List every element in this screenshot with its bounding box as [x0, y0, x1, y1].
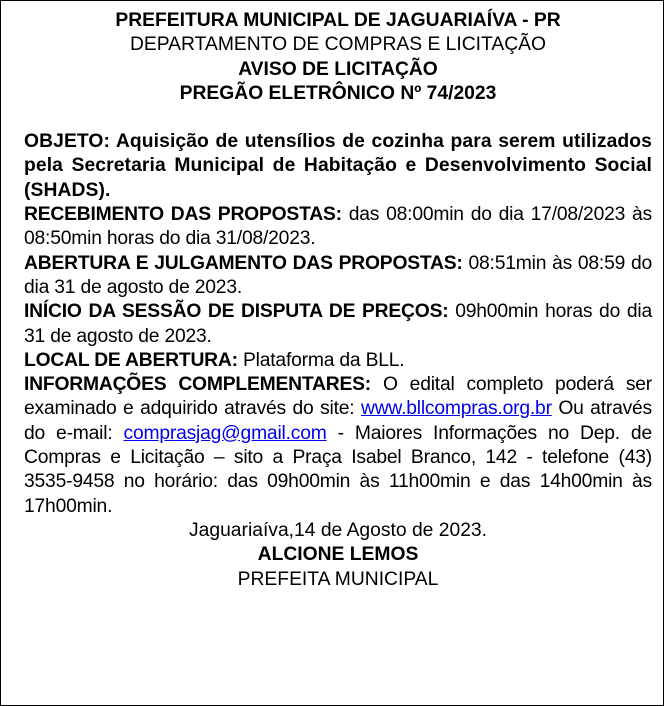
process-number: PREGÃO ELETRÔNICO Nº 74/2023 [179, 82, 497, 104]
signer-name: ALCIONE LEMOS [257, 544, 419, 566]
local-paragraph [24, 349, 652, 373]
recebimento-label: RECEBIMENTO DAS PROPOSTAS: [24, 204, 342, 226]
inicio-label: INÍCIO DA SESSÃO DE DISPUTA DE PREÇOS: [24, 301, 449, 323]
recebimento-text: das 08:00min do dia 17/08/2023 às 08:50min horas do dia 31/08/2023. [24, 204, 652, 250]
objeto-paragraph: OBJETO: Aquisição de utensílios de cozinha para serem utilizados pela Secretaria Municipal de Habitação e Desenvolvimento Social (SHADS). [24, 131, 652, 201]
recebimento-paragraph [24, 203, 652, 252]
place-date: Jaguariaíva,14 de Agosto de 2023. [188, 519, 488, 541]
abertura-text: 08:51min às 08:59 do dia 31 de agosto de 2023. [24, 252, 652, 298]
inicio-paragraph [24, 300, 652, 349]
email-link[interactable]: comprasjag@gmail.com [123, 422, 327, 444]
informacoes-text-3: - Maiores Informações no Dep. de Compras e Licitação – sito a Praça Isabel Branco, 142 - telefone (43) 3535-9458 no horário: das 09h00min às 11h00min e das 14h00min às 17h00min. [24, 422, 652, 517]
abertura-paragraph [24, 252, 652, 301]
informacoes-text-2: Ou através do e-mail: [24, 398, 652, 444]
informacoes-label: INFORMAÇÕES COMPLEMENTARES: [24, 374, 372, 396]
notice-footer [24, 519, 652, 592]
informacoes-paragraph [24, 373, 652, 519]
website-link[interactable]: www.bllcompras.org.br [360, 398, 552, 420]
org-name: PREFEITURA MUNICIPAL DE JAGUARIAÍVA - PR [115, 10, 561, 31]
notice-type: AVISO DE LICITAÇÃO [238, 58, 438, 80]
local-label: LOCAL DE ABERTURA: [24, 349, 238, 371]
notice-header [24, 9, 652, 106]
abertura-label: ABERTURA E JULGAMENTO DAS PROPOSTAS: [24, 252, 463, 274]
local-text: Plataforma da BLL. [237, 349, 405, 371]
inicio-text: 09h00min horas do dia 31 de agosto de 2023. [24, 301, 652, 347]
department-name: DEPARTAMENTO DE COMPRAS E LICITAÇÃO [129, 34, 547, 56]
signer-title: PREFEITA MUNICIPAL [237, 568, 439, 590]
informacoes-text-1: O edital completo poderá ser examinado e adquirido através do site: [24, 374, 653, 420]
